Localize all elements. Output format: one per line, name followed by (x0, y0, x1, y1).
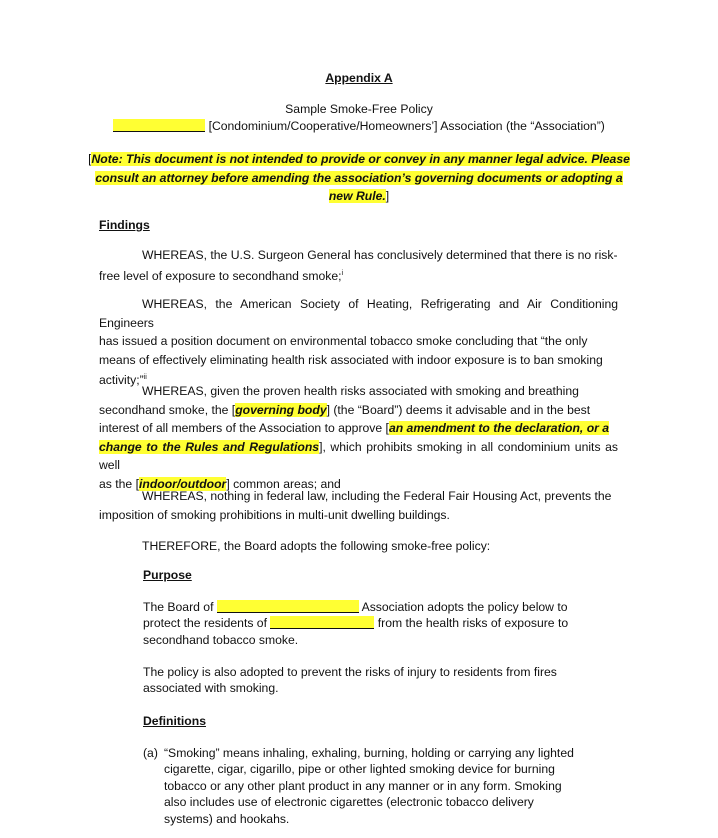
p3-line-5a: as the [ (99, 476, 139, 491)
definitions-heading: Definitions (143, 714, 206, 728)
note-line-2-text: consult an attorney before amending the association’s governing documents or adopting a (95, 170, 623, 185)
p2-line-1 (99, 295, 618, 332)
def-a-line-2: cigarette, cigar, cigarillo, pipe or other lighted smoking device for burning (164, 762, 555, 777)
p1-line-2-text: free level of exposure to secondhand smoke; (99, 268, 342, 283)
p4-line-2: imposition of smoking prohibitions in multi-unit dwelling buildings. (99, 507, 450, 522)
p3-line-2 (99, 401, 618, 420)
p4-line-1-text: WHEREAS, nothing in federal law, including the Federal Fair Housing Act, prevents the (142, 489, 612, 503)
therefore-text: THEREFORE, the Board adopts the following smoke-free policy: (142, 539, 491, 553)
definition-a (164, 745, 575, 827)
governing-body-placeholder: governing body (235, 402, 327, 417)
purpose-line-1a: The Board of (143, 600, 214, 614)
policy-subtitle: Sample Smoke-Free Policy (285, 102, 433, 116)
purpose-line-2a: protect the residents of (143, 616, 267, 631)
findings-paragraph-1 (99, 246, 618, 285)
indoor-outdoor-placeholder: indoor/outdoor (138, 476, 227, 491)
findings-paragraph-4 (99, 487, 618, 524)
purpose-line-2 (143, 615, 568, 631)
p3-line-4 (99, 438, 618, 475)
note-close-bracket: ] (385, 189, 390, 204)
amendment-placeholder: an amendment to the declaration, or a (388, 421, 610, 436)
note-line-3-text: new Rule. (328, 189, 386, 204)
findings-heading: Findings (99, 218, 150, 232)
purpose-p2-line-2: associated with smoking. (143, 681, 279, 696)
association-name-blank[interactable] (113, 119, 205, 132)
purpose-line-1 (143, 599, 568, 615)
purpose-line-2b: from the health risks of exposure to (377, 616, 569, 631)
purpose-line-3: secondhand tobacco smoke. (143, 632, 299, 647)
p3-line-2a: secondhand smoke, the [ (99, 402, 236, 417)
p3-line-3 (99, 419, 618, 438)
purpose-line-1b: Association adopts the policy below to (361, 600, 568, 614)
p3-line-3a: interest of all members of the Association to approve [ (99, 421, 389, 436)
appendix-title: Appendix A (325, 71, 393, 85)
p2-line-4-text: activity;” (99, 373, 144, 388)
rules-placeholder: change to the Rules and Regulations (99, 439, 320, 454)
p1-line-1-text: WHEREAS, the U.S. Surgeon General has conclusively determined that there is no risk- (142, 248, 618, 262)
endnote-ref-1[interactable]: i (341, 269, 344, 277)
purpose-paragraph-2 (143, 664, 557, 697)
findings-paragraph-3 (99, 382, 618, 494)
p4-line-1 (99, 487, 618, 506)
p2-line-2: has issued a position document on environmental tobacco smoke concluding that “the only (99, 334, 588, 349)
board-name-blank[interactable] (217, 600, 359, 613)
note-line-1 (0, 150, 718, 169)
therefore-paragraph (99, 537, 618, 556)
association-line-text: [Condominium/Cooperative/Homeowners’] Association (the “Association”) (208, 119, 605, 133)
purpose-heading: Purpose (143, 568, 192, 582)
association-line (0, 119, 718, 133)
findings-paragraph-2 (99, 295, 618, 390)
note-line-3 (0, 187, 718, 206)
p2-line-1-text: WHEREAS, the American Society of Heating, Refrigerating and Air Conditioning Engineers (99, 297, 618, 330)
endnote-ref-2[interactable]: ii (143, 374, 147, 382)
p2-line-3: means of effectively eliminating health risk associated with indoor exposure is to ban smoking (99, 352, 603, 367)
def-a-line-3: tobacco or any other plant product in any manner or in any form. Smoking (164, 778, 562, 793)
p3-line-2c: ] (the “Board”) deems it advisable and in the best (326, 402, 591, 417)
p3-line-1-text: WHEREAS, given the proven health risks associated with smoking and breathing (142, 384, 579, 398)
p3-line-4b: ], which prohibits smoking in all condominium units as well (99, 439, 619, 473)
residents-name-blank[interactable] (270, 616, 374, 629)
legal-note (0, 150, 718, 206)
p3-line-1 (99, 382, 618, 401)
p3-line-5c: ] common areas; and (226, 476, 341, 491)
def-a-line-5: systems) and hookahs. (164, 811, 290, 826)
note-line-2 (0, 169, 718, 188)
def-a-line-4: also includes use of electronic cigarettes (electronic tobacco delivery (164, 795, 534, 810)
purpose-paragraph-1 (143, 599, 568, 648)
def-a-line-1: “Smoking” means inhaling, exhaling, burning, holding or carrying any lighted (164, 746, 574, 760)
p1-line-2 (99, 265, 618, 286)
note-line-1-text: Note: This document is not intended to provide or convey in any manner legal advice. Please (91, 152, 630, 166)
definition-a-marker: (a) (143, 746, 158, 760)
p1-line-1 (99, 246, 618, 265)
note-open-bracket: [ (88, 152, 92, 166)
purpose-p2-line-1: The policy is also adopted to prevent the risks of injury to residents from fires (143, 665, 557, 679)
